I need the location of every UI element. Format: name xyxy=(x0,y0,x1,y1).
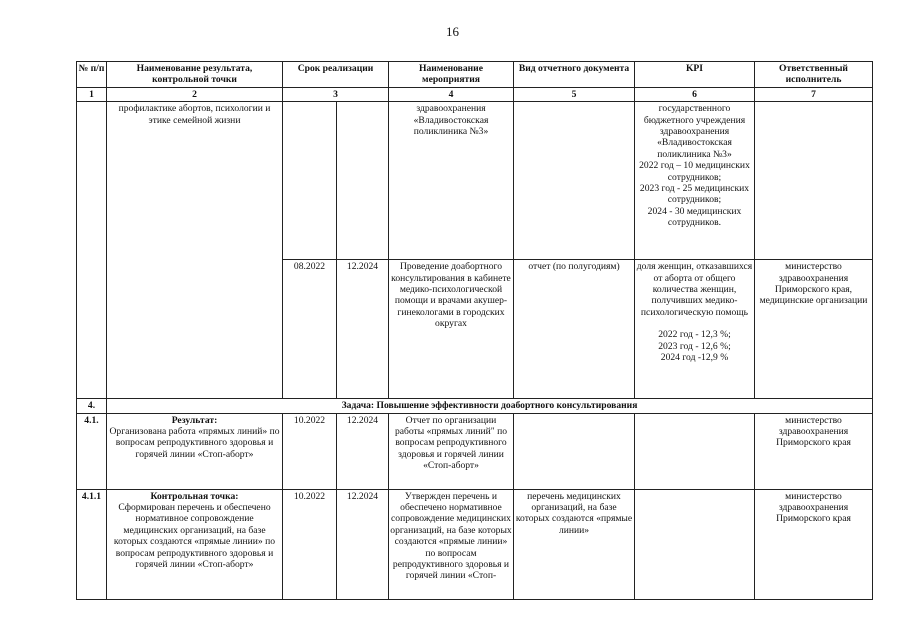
checkpoint-text: Сформирован перечень и обеспечено нормативное сопровождение медицинских организаций, на базе которых создаются «прямые линии» по вопросам репродуктивного здоровья и горячей линии «Стоп-аборт» xyxy=(113,502,276,571)
kpi-line: 2024 - 30 медицинских сотрудников. xyxy=(647,205,742,229)
cell-event: здравоохранения «Владивостокская поликлиника №3» xyxy=(389,102,514,260)
header-event: Наименование мероприятия xyxy=(389,62,514,88)
cell-doc: отчет (по полугодиям) xyxy=(514,260,635,399)
checkpoint-title: Контрольная точка: xyxy=(150,490,239,502)
cell-doc xyxy=(514,413,635,489)
cell-kpi xyxy=(635,413,755,489)
kpi-line: 2023 год - 25 медицинских сотрудников; xyxy=(639,183,750,206)
cell-result xyxy=(107,413,283,489)
plan-table xyxy=(76,61,873,600)
col-number-3: 3 xyxy=(283,87,389,101)
cell-end xyxy=(337,102,389,260)
cell-start: 10.2022 xyxy=(283,489,337,599)
cell-result xyxy=(107,489,283,599)
cell-start: 08.2022 xyxy=(283,260,337,399)
kpi-value: 2024 год -12,9 % xyxy=(660,352,729,364)
header-kpi: KPI xyxy=(635,62,755,88)
header-doc: Вид отчетного документа xyxy=(514,62,635,88)
cell-start: 10.2022 xyxy=(283,413,337,489)
cell-result: профилактике абортов, психологии и этике семейной жизни xyxy=(107,102,283,399)
header-row xyxy=(77,62,873,88)
header-term: Срок реализации xyxy=(283,62,389,88)
kpi-text: доля женщин, отказавшихся от аборта от общего количества женщин, получивших медико-психологическую помощь xyxy=(636,261,753,318)
cell-doc xyxy=(514,102,635,260)
cell-doc: перечень медицинских организаций, на базе которых создаются «прямые линии» xyxy=(514,489,635,599)
header-resp: Ответственный исполнитель xyxy=(755,62,873,88)
kpi-value: 2022 год - 12,3 %; xyxy=(658,329,731,341)
cell-num xyxy=(77,102,107,399)
cell-end: 12.2024 xyxy=(337,489,389,599)
cell-event: Отчет по организации работы «прямых линий" по вопросам репродуктивного здоровья и горячей линии «Стоп-аборт» xyxy=(389,413,514,489)
col-number-2: 2 xyxy=(107,87,283,101)
col-number-1: 1 xyxy=(77,87,107,101)
cell-end: 12.2024 xyxy=(337,413,389,489)
table-row xyxy=(77,413,873,489)
cell-event: Утвержден перечень и обеспечено нормативное сопровождение медицинских организаций, на базе которых создаются «прямые линии» по вопросам репродуктивного здоровья и горячей линии «Стоп- xyxy=(389,489,514,599)
kpi-value: 2023 год - 12,6 %; xyxy=(658,340,731,352)
kpi-line: государственного бюджетного учреждения здравоохранения «Владивостокская поликлиника №3» xyxy=(643,103,746,160)
header-num: № п/п xyxy=(77,62,107,88)
table-row xyxy=(77,489,873,599)
task-num: 4. xyxy=(77,399,107,413)
cell-num: 4.1.1 xyxy=(77,489,107,599)
cell-event: Проведение доабортного консультирования в кабинете медико-психологической помощи и врачами акушер-гинекологами в городских округах xyxy=(389,260,514,399)
cell-end: 12.2024 xyxy=(337,260,389,399)
col-number-6: 6 xyxy=(635,87,755,101)
cell-resp xyxy=(755,102,873,260)
task-row xyxy=(77,399,873,413)
cell-kpi xyxy=(635,102,755,260)
cell-kpi xyxy=(635,489,755,599)
header-result: Наименование результата, контрольной точки xyxy=(107,62,283,88)
cell-resp: министерство здравоохранения Приморского края xyxy=(755,489,873,599)
col-number-4: 4 xyxy=(389,87,514,101)
cell-resp: министерство здравоохранения Приморского края, медицинские организации xyxy=(755,260,873,399)
col-number-5: 5 xyxy=(514,87,635,101)
result-title: Результат: xyxy=(171,414,218,426)
cell-start xyxy=(283,102,337,260)
table-row xyxy=(77,102,873,260)
task-text: Задача: Повышение эффективности доабортного консультирования xyxy=(107,399,873,413)
cell-resp: министерство здравоохранения Приморского края xyxy=(755,413,873,489)
kpi-line: 2022 год – 10 медицинских сотрудников; xyxy=(639,160,750,183)
result-text: Организована работа «прямых линий» по вопросам репродуктивного здоровья и горячей линии «Стоп-аборт» xyxy=(109,426,280,460)
cell-num: 4.1. xyxy=(77,413,107,489)
cell-kpi xyxy=(635,260,755,399)
col-number-7: 7 xyxy=(755,87,873,101)
page-number: 16 xyxy=(446,24,459,39)
column-number-row xyxy=(77,87,873,101)
